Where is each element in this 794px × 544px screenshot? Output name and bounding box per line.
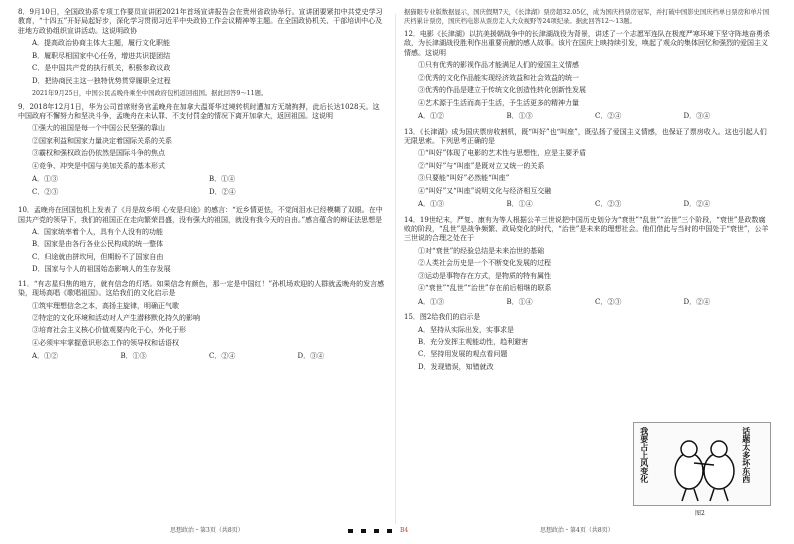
q12-item-1: ①只有优秀的影视作品才能满足人们的爱国主义情感 [418,61,579,70]
q10-option-a: A．国家统率着个人，具有个人没有的功能 [32,227,164,236]
q11-options [32,352,386,361]
print-mark [361,529,366,533]
q10-option-b: B．国家是由各行各业公民构成的统一整体 [32,240,164,249]
q8-option-a: A．提高政治协商主体大主题，履行文化职能 [32,39,171,48]
q14-option-c: C．②③ [595,297,622,306]
q14-item-1: ①对“衰世”的经验总结是未来治世的基础 [418,246,545,255]
q8-options [18,39,386,86]
q10-options [18,228,386,275]
q8-option-d: D．把协商民主这一独特优势贯穿履职全过程 [32,76,171,85]
q14-option-d: D．②④ [683,297,711,306]
q15-option-a: A．坚持从实际出发，实事求是 [418,325,515,334]
q11-item-4: ④必须牢牢掌握意识形态工作的领导权和话语权 [32,338,179,347]
q12-item-3: ③优秀的作品是建立于传统文化创造性转化创新性发展 [418,86,586,95]
q13-items [404,149,772,196]
q15-option-d: D．发现错误，知错就改 [418,362,494,371]
q12-options [418,112,772,121]
q12-option-d: D．③④ [683,112,711,121]
q9-options [32,175,386,200]
sheet-code: B4 [400,527,409,534]
q13-options [418,200,772,209]
q12-item-2: ②优秀的文化作品能实现经济效益和社会效益的统一 [418,73,579,82]
q11-option-b: B．①③ [120,352,147,361]
q8-stem: 8．9月10日，全国政协系专项工作要员宣讲团2021年首场宣讲报告会在贵州省政协举行。宣讲团要紧扣中共党史学习教育，“十四五”开好局起好步，深化学习贯彻习近平中央政协工作会议精神等主题。在全国政协机关、干部培训中心及驻地方政协组织宣讲活动。这说明政协 [18,8,383,35]
q9-item-1: ①强大的祖国是每一个中国公民坚强的靠山 [32,124,165,133]
cartoon-text-right: 话题太多坏东西 [741,427,751,483]
q14-item-2: ②人类社会历史是一个不断变化发展的过程 [418,259,551,268]
print-mark [348,529,353,533]
q13-option-a: A．①③ [418,200,445,209]
left-page [18,8,386,524]
print-mark [387,529,392,533]
figure-caption: 图2 [695,510,705,517]
q9-stem: 9．2018年12月1日，华为公司首席财务官孟晚舟在加拿大温哥华过境转机时遭加方无端拘押，此后长达1028天。这中国政府不懈努力和坚决斗争，孟晚舟在未认罪、不支付罚金的情况下离开加拿大，返回祖国。这说明 [18,102,380,120]
q9-option-b: B．①④ [209,175,236,184]
print-mark [374,529,379,533]
center-print-marks [348,527,408,535]
q11-stem: 11．“有志星归焦的地方，就有信念的灯塔。如果信念有颜色，那一定是中国红！”孙机场欢迎的人群就孟晚舟的发言感染，现场高唱《歌唱祖国》。这给我们的文化启示是 [18,279,385,298]
q12-items [404,61,772,108]
q15-option-b: B．充分发挥主观能动性，趋利避害 [418,337,529,346]
q13-item-2: ②“叫好”与“叫座”是既对立又统一的关系 [418,161,545,170]
q12-item-4: ④艺术源于生活而高于生活，予生活更多的精神力量 [418,98,579,107]
q11-item-2: ②特定的文化环境和活动对人产生潜移默化持久的影响 [32,314,200,322]
cartoon-text-left: 我要占上风变化 [639,427,649,483]
q10-stem: 10．孟晚舟在回国包机上发表了《月是故乡明 心安是归途》的感言：“近乡情更怯，不觉间泪水已经模糊了双眼。在中国共产党的领导下，我们的祖国正在走向繁荣昌盛，没有强大的祖国，就没有我今天的自由。”感言蕴含的辩证法思想是 [18,206,383,224]
q14-items [404,247,772,294]
q14-option-a: A．①③ [418,297,445,306]
q13-option-b: B．①④ [506,200,533,209]
q14-option-b: B．①④ [506,297,533,306]
q9-item-3: ③霸权和强权政治仍依然是国际斗争的焦点 [32,149,165,158]
page-footer-right: 思想政治・第4页（共8页） [540,527,614,534]
q13-option-d: D．②④ [683,200,711,209]
q11-item-3: ③培育社会主义核心价值观要内化于心，外化于形 [32,326,186,335]
q9-option-c: C．②③ [32,187,59,196]
q12-option-b: B．①③ [506,112,533,121]
q8-option-b: B．履职尽相国家中心任务，增进共识提团结 [32,51,171,60]
q8-option-c: C．是中国共产党的执行机关，积极参政议政 [32,64,171,73]
q12-13-intro: 据猫眼专业版数据显示，国庆假期7天，《长津湖》票房超32.05亿，成为国庆档票房冠军，并打破中国影史国庆档单日票房和单片国庆档累计票房，国庆档电影从票房走入大众视野等24项纪录。据此回答12～13题。 [404,9,770,25]
column-divider [395,14,396,524]
q15-option-c: C．坚持用发展的观点看问题 [418,350,508,359]
q11-item-1: ①筑牢理想信念之本，高扬主旋律，明确正气歌 [32,301,179,310]
page-footer-left: 思想政治・第3页（共8页） [170,527,244,534]
q14-options [418,298,772,307]
q13-item-1: ①“叫好”体现了电影的艺术性与思想性，应是主要矛盾 [418,149,587,158]
q14-item-3: ③运动是事物存在方式，是物质的特有属性 [418,271,551,280]
q12-option-a: A．①② [418,112,445,121]
q11-option-c: C．②④ [209,352,236,361]
q13-option-c: C．②③ [595,200,622,209]
q15-stem: 15．图2给我们的启示是 [404,313,481,322]
q11-items [18,302,386,349]
q12-option-c: C．②④ [595,112,622,121]
q13-stem: 13．《长津湖》成为国庆票房收割机，既“叫好”也“叫座”，既弘扬了爱国主义情感，也保证了票房收入。这也引起人们无限思索。下列思考正确的是 [404,127,767,145]
q13-item-3: ③只要能“叫好”必然能“叫座” [418,174,510,183]
q10-option-c: C．归途就由拼坎坷，但期盼不了国家自由 [32,252,164,261]
q11-option-a: A．①② [32,352,59,361]
q13-item-4: ④“叫好”又“叫座”说明文化与经济相互交融 [418,186,552,195]
q14-item-4: ④“衰世”“乱世”“治世”存在前后相继的联系 [418,284,552,293]
q11-option-d: D．③④ [297,352,325,361]
q10-option-d: D．国家与个人的祖国始态影响人的生存发展 [32,265,171,274]
q9-option-d: D．②④ [209,187,236,196]
q9-item-2: ②国家利益和国家力量决定着国际关系的关系 [32,136,172,145]
q14-stem: 14．19世纪末，严复、康有为等人根据公羊三世说把中国历史划分为“衰世”“乱世”“治世”三个阶段，“衰世”是政数腐败的阶段，“乱世”是战争频繁、政局变化的时代，“治世”是未来的理想社会。他们借此与当时的中国处于“衰世”，公羊三世说的合理之处在于 [404,215,769,243]
q9-option-a: A．①③ [32,175,59,184]
q12-stem: 12．电影《长津湖》以抗美援朝战争中的长津湖战役为背景，讲述了一个志愿军连队在极度严寒环境下坚守阵地奋勇杀敌，为长津湖战役胜利作出重要贡献的感人故事。该片在国庆上映持续引发，唤起了观众的集体回忆和强烈的爱国主义情感。这说明 [404,30,770,57]
q9-11-note: 2021年9月25日，中国公民孟晚舟乘坐中国政府包机返回祖国。据此回答9～11题。 [32,90,268,98]
q9-items [18,124,386,171]
q9-item-4: ④竞争、冲突是中国与美加关系的基本形式 [32,161,165,170]
cartoon-figure [633,422,771,506]
